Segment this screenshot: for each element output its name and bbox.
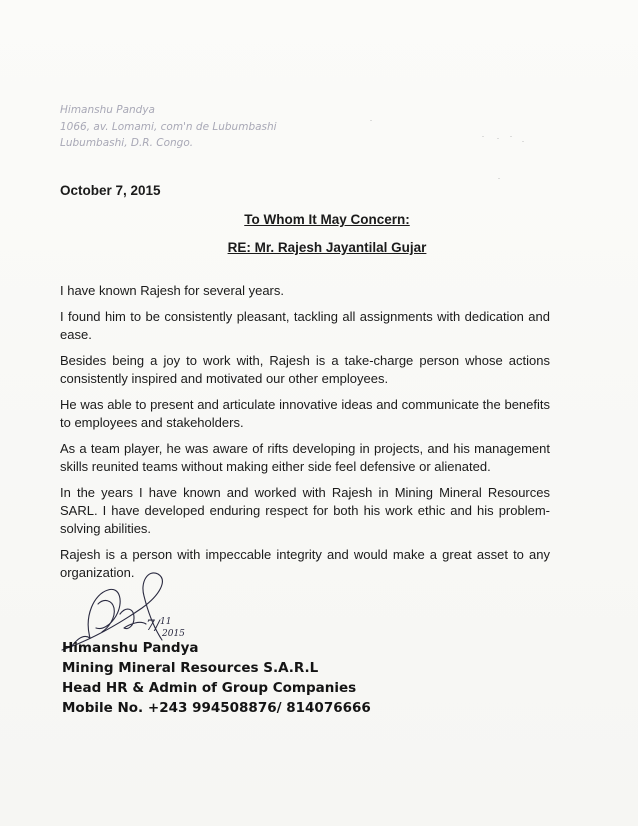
signatory-title: Head HR & Admin of Group Companies (62, 680, 357, 696)
salutation: To Whom It May Concern: (244, 212, 410, 227)
signatory-name: Himanshu Pandya (62, 640, 199, 656)
body-paragraph: I found him to be consistently pleasant, tackling all assignments with dedication and ease. (60, 309, 550, 342)
scan-speck (370, 120, 372, 121)
body-paragraph: I have known Rajesh for several years. (60, 283, 284, 298)
signatory-block (62, 638, 371, 718)
subject-line: RE: Mr. Rajesh Jayantilal Gujar (227, 240, 427, 255)
signature-date-mark: 2015 (162, 629, 185, 639)
sender-name: Himanshu Pandya (60, 104, 155, 116)
sender-address-line-1: 1066, av. Lomami, com'n de Lubumbashi (60, 120, 277, 133)
scan-speck (510, 136, 512, 137)
scan-speck (498, 178, 500, 179)
scan-speck (522, 141, 524, 142)
letter-body (60, 282, 550, 590)
body-paragraph: In the years I have known and worked with Rajesh in Mining Mineral Resources SARL. I have developed enduring respect for both his work ethic and his problem-solving abilities. (60, 485, 550, 536)
body-paragraph: As a team player, he was aware of rifts developing in projects, and his management skills reunited teams without making either side feel defensive or alienated. (60, 441, 550, 474)
sender-address-block (60, 102, 277, 152)
body-paragraph: He was able to present and articulate innovative ideas and communicate the benefits to employees and stakeholders. (60, 397, 550, 430)
letter-date: October 7, 2015 (60, 183, 161, 198)
signature-date-mark: 11 (160, 617, 172, 627)
body-paragraph: Rajesh is a person with impeccable integrity and would make a great asset to any organization. (60, 547, 550, 580)
scan-speck (482, 136, 484, 137)
body-paragraph: Besides being a joy to work with, Rajesh is a take-charge person whose actions consistently inspired and motivated our other employees. (60, 353, 550, 386)
sender-address-line-2: Lubumbashi, D.R. Congo. (60, 137, 194, 149)
signatory-mobile: Mobile No. +243 994508876/ 814076666 (62, 700, 371, 716)
signature-date-mark: 7/ (146, 618, 160, 634)
signatory-company: Mining Mineral Resources S.A.R.L (62, 660, 319, 676)
scan-speck (497, 138, 499, 139)
